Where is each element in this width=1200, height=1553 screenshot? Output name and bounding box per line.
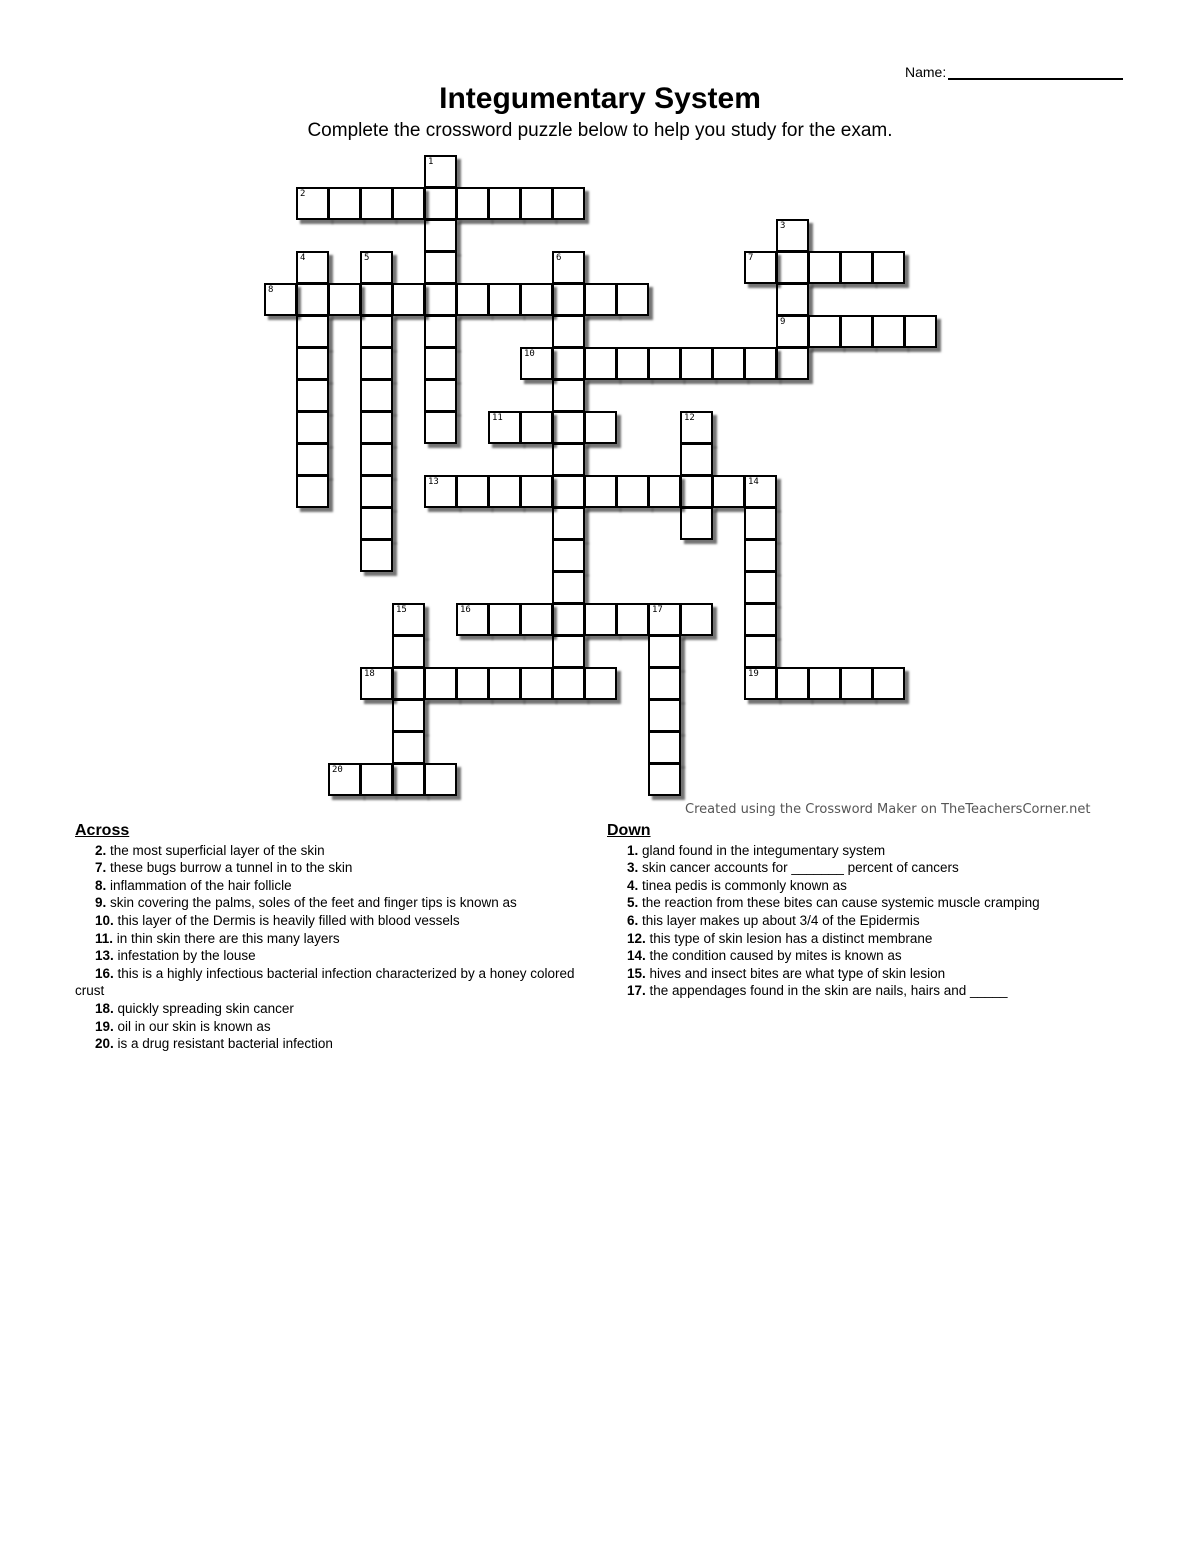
crossword-cell[interactable] <box>872 251 905 284</box>
crossword-cell[interactable] <box>552 187 585 220</box>
crossword-cell[interactable] <box>680 507 713 540</box>
crossword-cell[interactable] <box>520 475 553 508</box>
clue-number: 17. <box>627 983 646 999</box>
crossword-cell[interactable] <box>840 315 873 348</box>
crossword-cell[interactable] <box>808 315 841 348</box>
crossword-cell[interactable] <box>424 219 457 252</box>
clue-item <box>607 912 1127 930</box>
crossword-cell[interactable] <box>424 763 457 796</box>
crossword-cell[interactable] <box>616 475 649 508</box>
cell-number: 5 <box>364 253 370 263</box>
crossword-cell[interactable] <box>648 347 681 380</box>
crossword-cell[interactable] <box>520 187 553 220</box>
cell-number: 3 <box>780 221 786 231</box>
clue-number: 16. <box>95 965 114 981</box>
crossword-cell[interactable] <box>648 603 681 636</box>
clue-text: this is a highly infectious bacterial infection characterized by a honey colored crust <box>75 965 575 999</box>
cell-number: 13 <box>428 477 439 487</box>
crossword-cell[interactable] <box>776 347 809 380</box>
clue-text: inflammation of the hair follicle <box>106 877 292 893</box>
crossword-cell[interactable] <box>392 603 425 636</box>
crossword-cell[interactable] <box>584 475 617 508</box>
crossword-cell[interactable] <box>648 475 681 508</box>
crossword-cell[interactable] <box>360 667 393 700</box>
crossword-cell[interactable] <box>296 475 329 508</box>
crossword-cell[interactable] <box>360 507 393 540</box>
clue-number: 9. <box>95 895 107 911</box>
clue-number: 1. <box>627 842 639 858</box>
cell-number: 9 <box>780 317 786 327</box>
clue-number: 4. <box>627 877 639 893</box>
clue-text: hives and insect bites are what type of skin lesion <box>645 965 946 981</box>
crossword-cell[interactable] <box>648 699 681 732</box>
cell-number: 14 <box>748 477 759 487</box>
crossword-cell[interactable] <box>488 603 521 636</box>
crossword-cell[interactable] <box>424 667 457 700</box>
crossword-cell[interactable] <box>520 411 553 444</box>
crossword-cell[interactable] <box>584 347 617 380</box>
crossword-cell[interactable] <box>744 251 777 284</box>
crossword-cell[interactable] <box>360 379 393 412</box>
cell-number: 10 <box>524 349 535 359</box>
crossword-cell[interactable] <box>552 667 585 700</box>
crossword-cell[interactable] <box>744 475 777 508</box>
crossword-cell[interactable] <box>680 443 713 476</box>
clue-text: skin covering the palms, soles of the feet and finger tips is known as <box>106 895 517 911</box>
crossword-cell[interactable] <box>584 603 617 636</box>
crossword-cell[interactable] <box>744 539 777 572</box>
clue-text: is a drug resistant bacterial infection <box>113 1036 333 1052</box>
across-clues <box>75 822 600 1053</box>
name-label: Name: <box>905 64 947 80</box>
clue-item <box>607 877 1127 895</box>
crossword-cell[interactable] <box>456 475 489 508</box>
clue-number: 8. <box>95 877 107 893</box>
clue-number: 2. <box>95 842 107 858</box>
crossword-cell[interactable] <box>776 315 809 348</box>
crossword-cell[interactable] <box>424 347 457 380</box>
crossword-cell[interactable] <box>296 283 329 316</box>
crossword-cell[interactable] <box>648 731 681 764</box>
crossword-cell[interactable] <box>392 283 425 316</box>
crossword-cell[interactable] <box>776 667 809 700</box>
clue-item <box>75 894 600 912</box>
crossword-cell[interactable] <box>328 763 361 796</box>
crossword-cell[interactable] <box>424 475 457 508</box>
clue-text: the appendages found in the skin are nails, hairs and _____ <box>645 983 1008 999</box>
crossword-cell[interactable] <box>520 667 553 700</box>
crossword-cell[interactable] <box>424 251 457 284</box>
cell-number: 8 <box>268 285 274 295</box>
crossword-cell[interactable] <box>552 603 585 636</box>
crossword-cell[interactable] <box>680 603 713 636</box>
clue-text: the most superficial layer of the skin <box>106 842 325 858</box>
crossword-cell[interactable] <box>744 571 777 604</box>
clue-text: the condition caused by mites is known as <box>645 948 902 964</box>
cell-number: 18 <box>364 669 375 679</box>
clue-number: 14. <box>627 948 646 964</box>
crossword-cell[interactable] <box>584 667 617 700</box>
crossword-cell[interactable] <box>520 283 553 316</box>
crossword-cell[interactable] <box>328 187 361 220</box>
crossword-cell[interactable] <box>296 347 329 380</box>
crossword-cell[interactable] <box>808 251 841 284</box>
clue-item <box>607 842 1127 860</box>
crossword-cell[interactable] <box>392 699 425 732</box>
crossword-cell[interactable] <box>552 507 585 540</box>
cell-number: 20 <box>332 765 343 775</box>
clue-item <box>75 965 600 1000</box>
credit-text: Created using the Crossword Maker on TheTeachersCorner.net <box>685 802 1091 817</box>
crossword-cell[interactable] <box>904 315 937 348</box>
crossword-cell[interactable] <box>488 411 521 444</box>
cell-number: 6 <box>556 253 562 263</box>
clue-item <box>607 894 1127 912</box>
crossword-cell[interactable] <box>360 475 393 508</box>
crossword-cell[interactable] <box>616 283 649 316</box>
crossword-cell[interactable] <box>296 379 329 412</box>
crossword-cell[interactable] <box>456 283 489 316</box>
crossword-cell[interactable] <box>456 603 489 636</box>
clue-number: 3. <box>627 860 639 876</box>
crossword-cell[interactable] <box>456 667 489 700</box>
crossword-cell[interactable] <box>552 315 585 348</box>
clue-text: this type of skin lesion has a distinct membrane <box>645 930 933 946</box>
clue-number: 18. <box>95 1000 114 1016</box>
clue-item <box>607 965 1127 983</box>
page-title: Integumentary System <box>439 82 761 115</box>
clue-number: 10. <box>95 912 114 928</box>
clue-text: gland found in the integumentary system <box>638 842 886 858</box>
cell-number: 1 <box>428 157 434 167</box>
crossword-cell[interactable] <box>552 283 585 316</box>
crossword-cell[interactable] <box>552 443 585 476</box>
crossword-cell[interactable] <box>296 251 329 284</box>
clue-number: 6. <box>627 912 639 928</box>
clue-number: 19. <box>95 1018 114 1034</box>
clue-item <box>607 859 1127 877</box>
clue-item <box>607 947 1127 965</box>
crossword-cell[interactable] <box>744 635 777 668</box>
crossword-cell[interactable] <box>392 187 425 220</box>
crossword-cell[interactable] <box>488 187 521 220</box>
crossword-cell[interactable] <box>552 475 585 508</box>
clue-item <box>75 842 600 860</box>
crossword-cell[interactable] <box>392 667 425 700</box>
crossword-cell[interactable] <box>712 347 745 380</box>
crossword-cell[interactable] <box>648 667 681 700</box>
crossword-cell[interactable] <box>552 379 585 412</box>
crossword-cell[interactable] <box>488 283 521 316</box>
crossword-cell[interactable] <box>584 411 617 444</box>
clue-number: 11. <box>95 930 114 946</box>
clue-item <box>75 859 600 877</box>
down-heading: Down <box>607 822 651 839</box>
crossword-cell[interactable] <box>264 283 297 316</box>
clue-text: this layer makes up about 3/4 of the Epidermis <box>638 912 920 928</box>
cell-number: 16 <box>460 605 471 615</box>
clue-text: the reaction from these bites can cause systemic muscle cramping <box>638 895 1040 911</box>
crossword-cell[interactable] <box>520 347 553 380</box>
crossword-cell[interactable] <box>776 251 809 284</box>
crossword-cell[interactable] <box>744 347 777 380</box>
crossword-cell[interactable] <box>776 283 809 316</box>
clue-item <box>75 912 600 930</box>
clue-number: 13. <box>95 948 114 964</box>
crossword-cell[interactable] <box>296 187 329 220</box>
crossword-cell[interactable] <box>456 187 489 220</box>
crossword-cell[interactable] <box>392 635 425 668</box>
clue-text: infestation by the louse <box>113 948 256 964</box>
crossword-cell[interactable] <box>872 667 905 700</box>
cell-number: 7 <box>748 253 754 263</box>
clue-number: 12. <box>627 930 646 946</box>
clue-number: 5. <box>627 895 639 911</box>
crossword-cell[interactable] <box>488 475 521 508</box>
clue-text: quickly spreading skin cancer <box>113 1000 294 1016</box>
crossword-cell[interactable] <box>552 539 585 572</box>
cell-number: 2 <box>300 189 306 199</box>
cell-number: 15 <box>396 605 407 615</box>
cell-number: 12 <box>684 413 695 423</box>
crossword-cell[interactable] <box>744 507 777 540</box>
crossword-cell[interactable] <box>424 379 457 412</box>
clue-text: oil in our skin is known as <box>113 1018 271 1034</box>
cell-number: 17 <box>652 605 663 615</box>
crossword-cell[interactable] <box>776 219 809 252</box>
crossword-cell[interactable] <box>840 667 873 700</box>
crossword-cell[interactable] <box>360 347 393 380</box>
crossword-cell[interactable] <box>296 443 329 476</box>
crossword-cell[interactable] <box>328 283 361 316</box>
crossword-cell[interactable] <box>840 251 873 284</box>
across-list <box>75 842 600 1053</box>
crossword-cell[interactable] <box>296 411 329 444</box>
page-subtitle: Complete the crossword puzzle below to help you study for the exam. <box>307 120 893 141</box>
crossword-cell[interactable] <box>744 667 777 700</box>
crossword-cell[interactable] <box>424 315 457 348</box>
crossword-cell[interactable] <box>712 475 745 508</box>
crossword-cell[interactable] <box>360 251 393 284</box>
crossword-cell[interactable] <box>488 667 521 700</box>
crossword-cell[interactable] <box>616 347 649 380</box>
crossword-cell[interactable] <box>360 763 393 796</box>
crossword-cell[interactable] <box>584 283 617 316</box>
crossword-cell[interactable] <box>616 603 649 636</box>
crossword-cell[interactable] <box>680 411 713 444</box>
crossword-cell[interactable] <box>808 667 841 700</box>
crossword-cell[interactable] <box>520 603 553 636</box>
crossword-cell[interactable] <box>360 187 393 220</box>
crossword-cell[interactable] <box>552 251 585 284</box>
clue-item <box>75 947 600 965</box>
clue-text: this layer of the Dermis is heavily filled with blood vessels <box>113 912 460 928</box>
crossword-cell[interactable] <box>424 411 457 444</box>
crossword-cell[interactable] <box>296 315 329 348</box>
down-clues <box>607 822 1127 1000</box>
clue-text: in thin skin there are this many layers <box>113 930 340 946</box>
across-heading: Across <box>75 822 130 839</box>
crossword-cell[interactable] <box>680 475 713 508</box>
clue-text: skin cancer accounts for _______ percent of cancers <box>638 860 959 876</box>
crossword-cell[interactable] <box>552 411 585 444</box>
crossword-cell[interactable] <box>360 315 393 348</box>
crossword-cell[interactable] <box>872 315 905 348</box>
crossword-cell[interactable] <box>648 763 681 796</box>
crossword-cell[interactable] <box>552 347 585 380</box>
clue-item <box>75 1018 600 1036</box>
crossword-cell[interactable] <box>360 283 393 316</box>
cell-number: 4 <box>300 253 306 263</box>
clue-number: 15. <box>627 965 646 981</box>
crossword-cell[interactable] <box>552 571 585 604</box>
clue-item <box>75 1000 600 1018</box>
cell-number: 19 <box>748 669 759 679</box>
clue-item <box>75 930 600 948</box>
crossword-cell[interactable] <box>424 283 457 316</box>
clue-text: tinea pedis is commonly known as <box>638 877 847 893</box>
down-list <box>607 842 1127 1000</box>
clue-item <box>75 877 600 895</box>
crossword-cell[interactable] <box>648 635 681 668</box>
crossword-cell[interactable] <box>360 539 393 572</box>
clue-item <box>75 1035 600 1053</box>
cell-number: 11 <box>492 413 503 423</box>
crossword-cell[interactable] <box>552 635 585 668</box>
clue-number: 7. <box>95 860 107 876</box>
crossword-cell[interactable] <box>392 731 425 764</box>
crossword-cell[interactable] <box>424 155 457 188</box>
clue-item <box>607 982 1127 1000</box>
crossword-cell[interactable] <box>680 347 713 380</box>
crossword-cell[interactable] <box>360 443 393 476</box>
crossword-cell[interactable] <box>744 603 777 636</box>
clue-text: these bugs burrow a tunnel in to the skin <box>106 860 353 876</box>
crossword-cell[interactable] <box>392 763 425 796</box>
crossword-cell[interactable] <box>360 411 393 444</box>
crossword-cell[interactable] <box>424 187 457 220</box>
clue-number: 20. <box>95 1036 114 1052</box>
clue-item <box>607 930 1127 948</box>
